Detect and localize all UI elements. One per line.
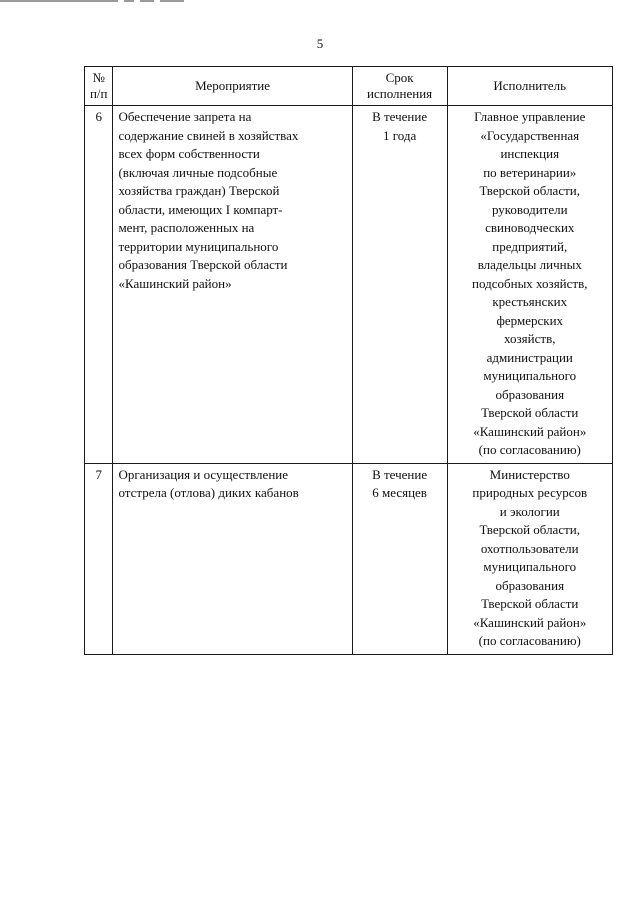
executor-line: «Кашинский район»	[473, 423, 587, 439]
action-line: (включая личные подсобные	[118, 164, 278, 180]
executor-line: природных ресурсов	[472, 485, 588, 500]
executor-line: инспекция	[500, 146, 560, 161]
header-term	[352, 67, 447, 106]
header-executor-line: Исполнитель	[493, 78, 567, 93]
executor-line: владельцы личных	[477, 257, 582, 272]
executor-line: Тверской области,	[479, 522, 580, 537]
header-action	[113, 67, 352, 106]
action-line: Обеспечение запрета на	[118, 109, 252, 124]
executor-line: подсобных хозяйств,	[472, 275, 588, 291]
executor-line: «Кашинский район»	[473, 614, 587, 630]
table-row	[85, 463, 613, 654]
table-row	[85, 106, 613, 464]
executor-line: руководители	[491, 201, 568, 217]
executor-line: Главное управление	[474, 109, 586, 124]
header-num-line: п/п	[89, 86, 108, 101]
executor-line: Тверской области	[481, 596, 579, 611]
action-line: отстрела (отлова) диких кабанов	[118, 485, 299, 500]
row-term	[352, 463, 447, 654]
scan-artifact	[0, 0, 190, 3]
action-line: всех форм собственности	[118, 146, 260, 161]
executor-line: образования	[495, 577, 565, 593]
row-executor	[447, 106, 612, 464]
executor-line: предприятий,	[492, 238, 568, 254]
term-line: В течение	[372, 466, 428, 482]
row-action	[113, 463, 352, 654]
row-action	[113, 106, 352, 464]
executor-line: хозяйств,	[504, 331, 556, 346]
row-num: 6	[85, 106, 113, 464]
term-line: 1 года	[382, 127, 417, 143]
header-num	[85, 67, 113, 106]
page-number: 5	[316, 36, 324, 51]
action-line: территории муниципального	[118, 238, 279, 254]
executor-line: муниципального	[483, 559, 577, 574]
table-header-row	[85, 67, 613, 106]
term-line: В течение	[372, 109, 428, 124]
executor-line: фермерских	[496, 312, 564, 328]
executor-line: администрации	[486, 349, 573, 365]
header-executor	[447, 67, 612, 106]
executor-line: и экологии	[499, 503, 560, 519]
executor-line: по ветеринарии»	[483, 164, 577, 180]
header-action-line: Мероприятие	[195, 78, 271, 93]
row-executor	[447, 463, 612, 654]
term-line: 6 месяцев	[372, 485, 427, 500]
header-term-line: исполнения	[367, 86, 433, 101]
executor-line: (по согласованию)	[478, 442, 581, 457]
executor-line: Тверской области,	[479, 183, 580, 198]
header-term-line: Срок	[385, 70, 414, 85]
action-line: «Кашинский район»	[118, 275, 232, 291]
executor-line: охотпользователи	[480, 540, 579, 556]
action-line: хозяйства граждан) Тверской	[118, 183, 280, 198]
action-line: Организация и осуществление	[118, 466, 288, 482]
executor-line: муниципального	[483, 368, 577, 383]
executor-line: (по согласованию)	[478, 633, 581, 648]
executor-line: Тверской области	[481, 405, 579, 420]
executor-line: «Государственная	[480, 127, 580, 143]
row-num: 7	[85, 463, 113, 654]
action-line: образования Тверской области	[118, 257, 288, 272]
executor-line: Министерство	[489, 466, 570, 482]
action-line: мент, расположенных на	[118, 220, 255, 235]
row-term	[352, 106, 447, 464]
executor-line: свиноводческих	[485, 220, 575, 235]
action-line: области, имеющих I компарт-	[118, 201, 283, 217]
executor-line: крестьянских	[492, 294, 568, 309]
measures-table	[84, 66, 613, 655]
header-num-line: №	[92, 70, 105, 85]
executor-line: образования	[495, 386, 565, 402]
action-line: содержание свиней в хозяйствах	[118, 127, 299, 143]
